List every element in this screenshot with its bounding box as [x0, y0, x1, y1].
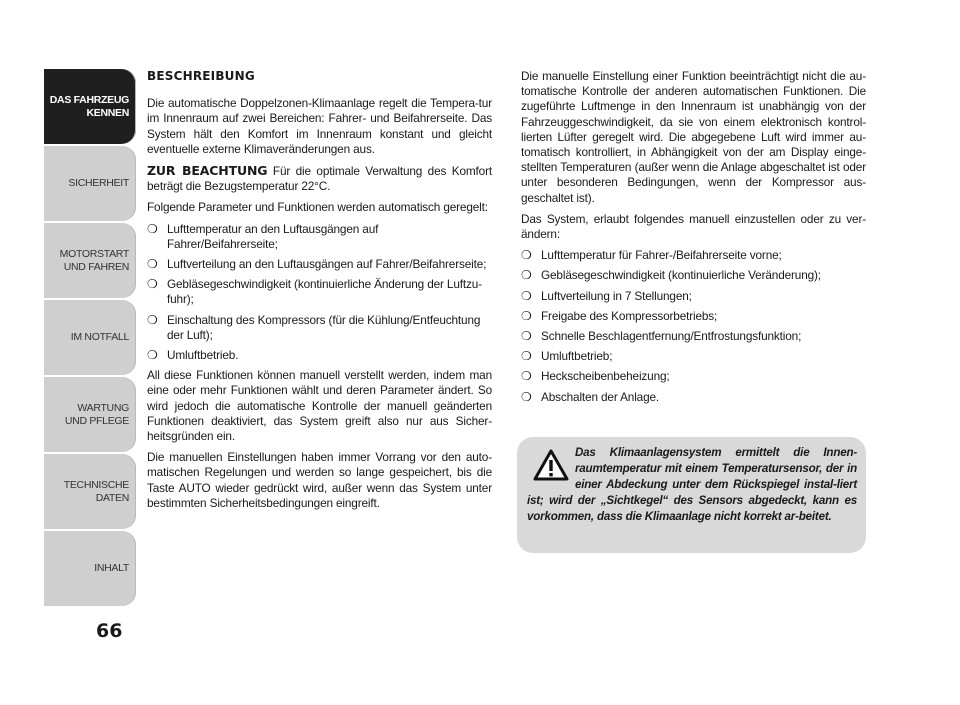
- tab-label: WARTUNG UND PFLEGE: [64, 401, 129, 427]
- tab-label: SICHERHEIT: [68, 177, 129, 189]
- bullet-icon: ❍: [521, 308, 532, 323]
- tab-im-notfall[interactable]: [44, 300, 136, 375]
- tab-label: INHALT: [94, 562, 129, 574]
- bullet-icon: ❍: [147, 312, 158, 327]
- manual-priority-paragraph: Die manuellen Einstellungen haben immer Vorrang vor den auto-matischen Regelungen und werden so lange gespeichert, bis die Taste AUTO wieder gedrückt wird, außer wenn das System unter bestimmten Sicherheitsbedingungen eingreift.: [147, 450, 492, 510]
- list-item: ❍ Umluftbetrieb;: [521, 349, 613, 364]
- manual-options-intro: Das System, erlaubt folgendes manuell einzustellen oder zu ver-ändern:: [521, 211, 866, 242]
- list-item: ❍ Heckscheibenbeheizung;: [521, 369, 670, 384]
- intro-paragraph: Die automatische Doppelzonen-Klimaanlage regelt die Tempera-tur im Innenraum auf zwei Bereichen: Fahrer- und Beifahrerseite. Das System hält den Komfort im Innenraum konstant und gleicht eventuelle externe Klimaveränderungen aus.: [147, 96, 492, 156]
- right-column: [521, 69, 866, 410]
- auto-functions-intro: Folgende Parameter und Funktionen werden automatisch geregelt:: [147, 200, 488, 215]
- tab-wartung-und-pflege[interactable]: [44, 377, 136, 452]
- auto-functions-list: [147, 222, 492, 364]
- tab-das-fahrzeug-kennen[interactable]: [44, 69, 136, 144]
- list-item: ❍ Abschalten der Anlage.: [521, 389, 660, 404]
- manual-setting-paragraph: Die manuelle Einstellung einer Funktion beeinträchtigt nicht die au-tomatische Kontrolle der anderen automatischen Funktionen. Die zugeführte Luftmenge in den Innenraum ist unabhängig von der Fahrzeuggeschwindigkeit, da sie von einem elektronisch kontrol-lierten Lüfter geregelt wird. Die abgegebene Luft wird immer au-tomatisch kontrolliert, in Abhängigkeit von der am Display einge-stellten Temperaturen (außer wenn die Anlage abgeschaltet ist oder unter besonderen Bedingungen, wenn der Kompressor aus-geschaltet ist).: [521, 69, 866, 205]
- list-item: ❍ Luftverteilung in 7 Stellungen;: [521, 288, 692, 303]
- manual-options-list: [521, 248, 866, 405]
- tab-technische-daten[interactable]: [44, 454, 136, 529]
- warning-text: [527, 445, 857, 525]
- tab-label: DAS FAHRZEUG KENNEN: [49, 93, 129, 119]
- bullet-icon: ❍: [521, 268, 532, 283]
- list-item: ❍ Lufttemperatur für Fahrer-/Beifahrerseite vorne;: [521, 248, 782, 263]
- list-item: ❍ Gebläsegeschwindigkeit (kontinuierliche Veränderung);: [521, 268, 821, 283]
- tab-label: TECHNISCHE DATEN: [63, 478, 129, 504]
- list-item: ❍ Einschaltung des Kompressors (für die Kühlung/Entfeuchtung der Luft);: [147, 312, 481, 342]
- bullet-icon: ❍: [147, 257, 158, 272]
- bullet-icon: ❍: [521, 248, 532, 263]
- bullet-icon: ❍: [521, 329, 532, 344]
- attention-label: ZUR BEACHTUNG: [147, 163, 268, 179]
- attention-text: Für die optimale Verwaltung des Komfort beträgt die Bezugstemperatur 22°C.: [147, 164, 492, 194]
- list-item: ❍ Schnelle Beschlagentfernung/Entfrostungsfunktion;: [521, 329, 802, 344]
- attention-paragraph: [147, 163, 492, 194]
- tab-inhalt[interactable]: [44, 531, 136, 606]
- tab-sicherheit[interactable]: [44, 146, 136, 221]
- bullet-icon: ❍: [521, 349, 532, 364]
- page-number: 66: [96, 620, 123, 642]
- manual-override-paragraph: All diese Funktionen können manuell verstellt werden, indem man eine oder mehr Funktionen wählt und deren Parameter ändert. So wird jedoch die automatische Kontrolle der manuell geänderten Funktionen deaktiviert, das System greift also nur aus Sicher-heitsgründen ein.: [147, 368, 492, 444]
- warning-message: Das Klimaanlagensystem ermittelt die Innen-raumtemperatur mit einem Temperatursensor, der in einer Abdeckung unter dem Rückspiegel instal-liert ist; wird der „Sichtkegel“ des Sensors abgedeckt, kann es vorkommen, dass die Klimaanlage nicht korrekt ar-beitet.: [527, 446, 857, 523]
- bullet-icon: ❍: [521, 389, 532, 404]
- list-item: ❍ Luftverteilung an den Luftausgängen auf Fahrer/Beifahrerseite;: [147, 257, 487, 272]
- warning-box: [517, 437, 866, 553]
- list-item: ❍ Lufttemperatur an den Luftausgängen auf Fahrer/Beifahrerseite;: [147, 221, 379, 251]
- left-column: [147, 69, 492, 517]
- tab-label: IM NOTFALL: [70, 331, 129, 343]
- bullet-icon: ❍: [147, 277, 158, 292]
- bullet-icon: ❍: [521, 288, 532, 303]
- bullet-icon: ❍: [521, 369, 532, 384]
- section-heading: BESCHREIBUNG: [147, 69, 255, 83]
- list-item: ❍ Freigabe des Kompressorbetriebs;: [521, 308, 718, 323]
- tab-motorstart-und-fahren[interactable]: [44, 223, 136, 298]
- list-item: ❍ Gebläsegeschwindigkeit (kontinuierliche Änderung der Luftzu-fuhr);: [147, 277, 482, 307]
- warning-icon-spacer: [527, 445, 575, 491]
- bullet-icon: ❍: [147, 348, 158, 363]
- chapter-tabs: [44, 69, 136, 608]
- bullet-icon: ❍: [147, 221, 158, 236]
- list-item: ❍ Umluftbetrieb.: [147, 348, 239, 363]
- tab-label: MOTORSTART UND FAHREN: [59, 247, 129, 273]
